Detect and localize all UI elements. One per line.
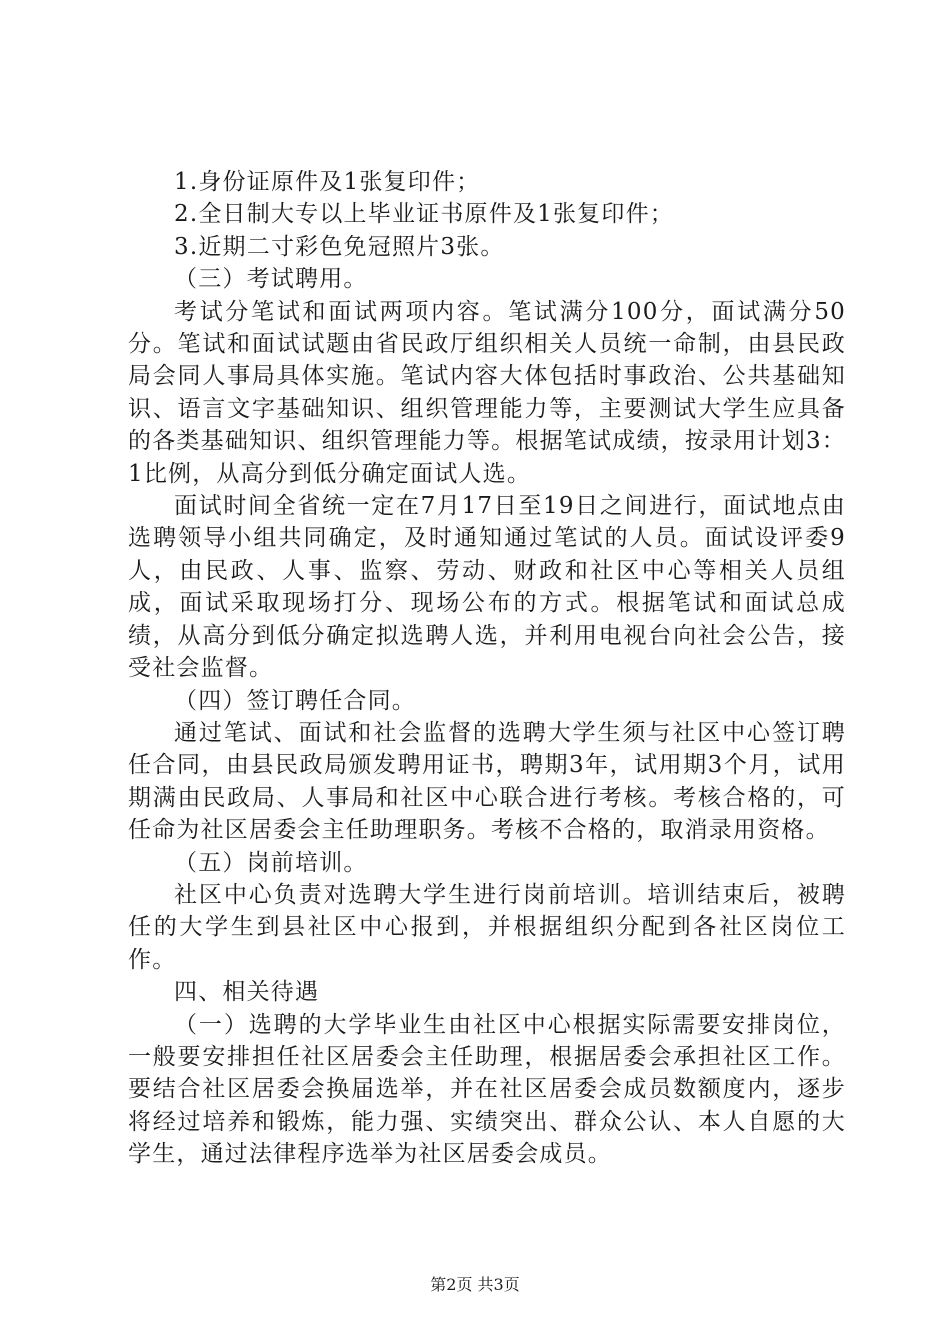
paragraph-training: 社区中心负责对选聘大学生进行岗前培训。培训结束后，被聘任的大学生到县社区中心报到，并根据组织分配到各社区岗位工作。 xyxy=(128,881,846,973)
section-heading-exam: （三）考试聘用。 xyxy=(174,266,368,293)
paragraph-interview: 面试时间全省统一定在7月17日至19日之间进行，面试地点由选聘领导小组共同确定，及时通知通过笔试的人员。面试设评委9人，由民政、人事、监察、劳动、财政和社区中心等相关人员组成，面试采取现场打分、现场公布的方式。根据笔试和面试总成绩，从高分到低分确定拟选聘人选，并利用电视台向社会公告，接受社会监督。 xyxy=(128,493,846,682)
paragraph-contract: 通过笔试、面试和社会监督的选聘大学生须与社区中心签订聘任合同，由县民政局颁发聘用证书，聘期3年，试用期3个月，试用期满由民政局、人事局和社区中心联合进行考核。考核合格的，可任命为社区居委会主任助理职务。考核不合格的，取消录用资格。 xyxy=(128,719,846,844)
list-item-photos: 3.近期二寸彩色免冠照片3张。 xyxy=(174,233,505,260)
document-body xyxy=(128,166,846,1171)
page-footer: 第2页 共3页 xyxy=(430,1275,520,1294)
list-item-id-card: 1.身份证原件及1张复印件； xyxy=(174,169,481,195)
paragraph-written-exam: 考试分笔试和面试两项内容。笔试满分100分，面试满分50分。笔试和面试试题由省民政厅组织相关人员统一命制，由县民政局会同人事局具体实施。笔试内容大体包括时事政治、公共基础知识、语言文字基础知识、组织管理能力等，主要测试大学生应具备的各类基础知识、组织管理能力等。根据笔试成绩，按录用计划3：1比例，从高分到低分确定面试人选。 xyxy=(128,298,846,487)
list-item-diploma: 2.全日制大专以上毕业证书原件及1张复印件； xyxy=(174,201,674,228)
paragraph-benefits-1: （一）选聘的大学毕业生由社区中心根据实际需要安排岗位，一般要安排担任社区居委会主任助理，根据居委会承担社区工作。要结合社区居委会换届选举，并在社区居委会成员数额度内，逐步将经过培养和锻炼，能力强、实绩突出、群众公认、本人自愿的大学生，通过法律程序选举为社区居委会成员。 xyxy=(128,1011,846,1168)
section-heading-contract: （四）签订聘任合同。 xyxy=(174,687,416,714)
section-heading-benefits: 四、相关待遇 xyxy=(174,979,320,1006)
section-heading-training: （五）岗前培训。 xyxy=(174,849,368,876)
